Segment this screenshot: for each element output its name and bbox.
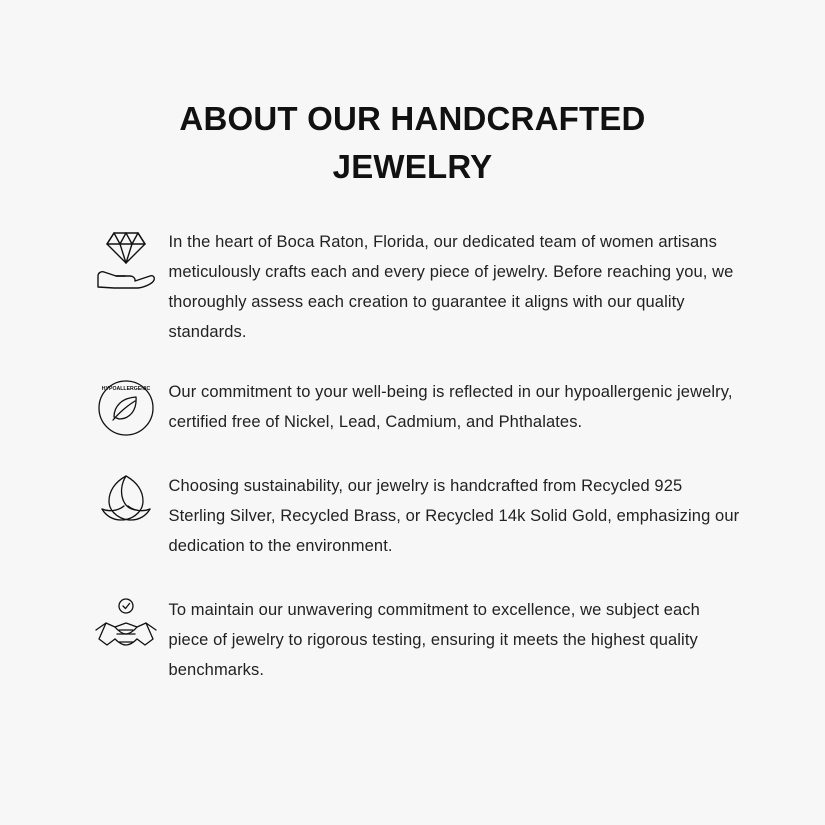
handshake-check-icon bbox=[83, 593, 169, 655]
list-item bbox=[83, 469, 743, 561]
recycle-leaves-icon bbox=[83, 469, 169, 533]
feature-text: Our commitment to your well-being is reflected in our hypoallergenic jewelry, certified free of Nickel, Lead, Cadmium, and Phthalates. bbox=[168, 383, 733, 431]
hypoallergenic-leaf-badge-icon bbox=[83, 375, 169, 437]
list-item bbox=[83, 593, 743, 685]
diamond-in-hand-icon bbox=[83, 225, 169, 291]
feature-text: To maintain our unwavering commitment to excellence, we subject each piece of jewelry to rigorous testing, ensuring it meets the highest quality benchmarks. bbox=[168, 601, 700, 679]
feature-text: Choosing sustainability, our jewelry is handcrafted from Recycled 925 Sterling Silver, Recycled Brass, or Recycled 14k Solid Gold, emphasizing our dedication to the environment. bbox=[168, 477, 740, 555]
page-title: ABOUT OUR HANDCRAFTED JEWELRY bbox=[179, 100, 646, 185]
feature-list bbox=[83, 225, 743, 685]
svg-text:HYPOALLERGENIC: HYPOALLERGENIC bbox=[101, 386, 150, 392]
list-item bbox=[83, 225, 743, 347]
list-item bbox=[83, 375, 743, 437]
feature-text: In the heart of Boca Raton, Florida, our dedicated team of women artisans meticulously crafts each and every piece of jewelry. Before reaching you, we thoroughly assess each creation to guarantee it aligns with our quality standards. bbox=[168, 233, 734, 341]
